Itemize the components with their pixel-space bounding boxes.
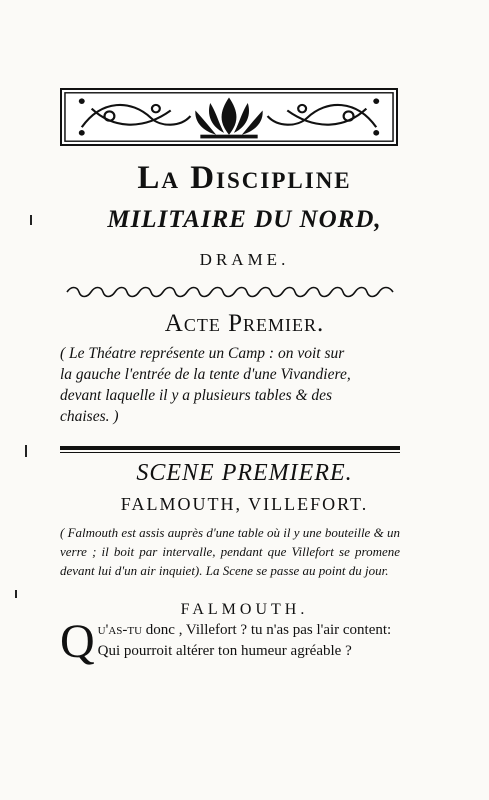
stage-direction [60, 343, 400, 427]
title-line-1: La Discipline [137, 160, 352, 196]
fleuron-divider [65, 285, 395, 299]
title-line-3: DRAME. [199, 250, 290, 269]
scene-heading: SCENE PREMIERE. [136, 460, 353, 486]
rule-thin [60, 452, 400, 453]
dialogue-text [60, 615, 400, 668]
scene-characters: FALMOUTH, VILLEFORT. [120, 494, 369, 514]
speaker-name: FALMOUTH. [180, 601, 309, 618]
scene-direction: ( Falmouth est assis auprès d'une table où il y une bouteille & un verre ; il boit par intervalle, pendant que Villefort se promene devant lui d'un air inquiet). La Scene se passe au point du jour. [60, 525, 400, 578]
dialogue-smallcaps: u'as-tu [97, 622, 143, 638]
ornamental-headpiece [60, 88, 398, 146]
stage-direction-line: ( Le Théatre représente un Camp : on voit sur [60, 345, 345, 362]
stage-direction-line: devant laquelle il y a plusieurs tables & des [60, 387, 333, 404]
dialogue-line-1: donc , Villefort ? tu n'as pas l'air content: [142, 622, 392, 638]
act-heading: Acte Premier. [164, 310, 325, 337]
fleuron-rule-icon [65, 285, 395, 299]
double-rule-divider [60, 446, 400, 455]
stage-direction-line: chaises. ) [60, 408, 119, 425]
margin-mark [15, 590, 17, 598]
dialogue-line-2: Qui pourroit altérer ton humeur agréable ? [97, 643, 352, 659]
drop-capital: Q [60, 615, 95, 668]
rule-thick [60, 446, 400, 450]
stage-direction-line: la gauche l'entrée de la tente d'une Vivandiere, [60, 366, 351, 383]
title-line-2: MILITAIRE DU NORD, [107, 206, 382, 233]
margin-mark [30, 215, 32, 225]
headpiece-ornament-icon [62, 90, 396, 144]
margin-mark [25, 445, 27, 457]
